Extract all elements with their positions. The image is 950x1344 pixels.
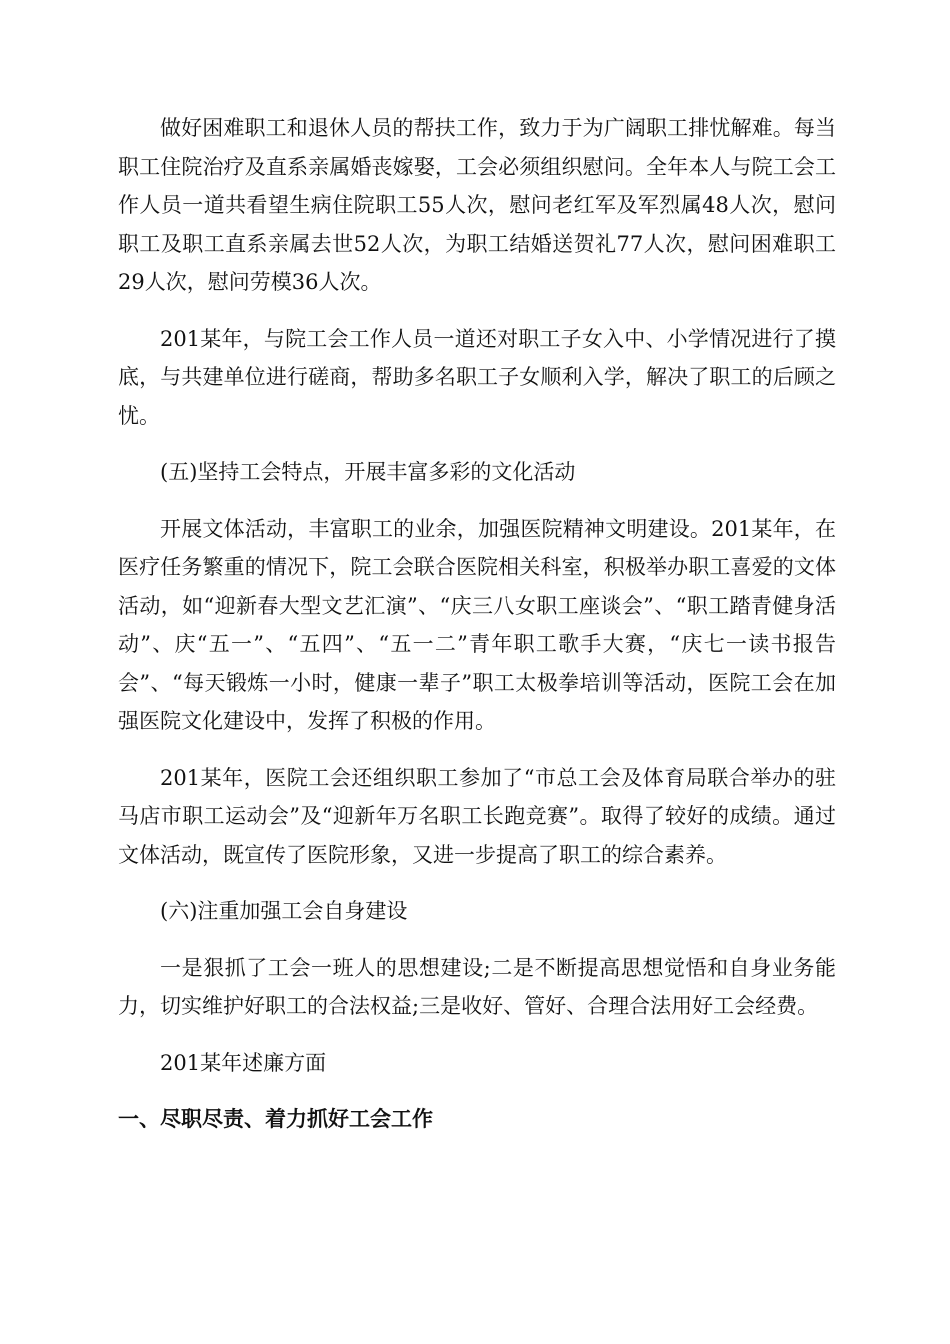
subheading-culture-activities: (五)坚持工会特点，开展丰富多彩的文化活动 [160,460,576,484]
paragraph-sports-activities: 开展文体活动，丰富职工的业余，加强医院精神文明建设。201某年，在医疗任务繁重的情况下，院工会联合医院相关科室，积极举办职工喜爱的文体活动，如“迎新春大型文艺汇演”、“庆三八女职工座谈会”、“职工踏青健身活动”、庆“五一”、“五四”、“五一二”青年职工歌手大赛，“庆七一读书报告会”、“每天锻炼一小时，健康一辈子”职工太极拳培训等活动，医院工会在加强医院文化建设中，发挥了积极的作用。 [118,516,836,733]
section-heading: 一、尽职尽责、着力抓好工会工作 [118,1107,433,1131]
paragraph-assistance: 做好困难职工和退休人员的帮扶工作，致力于为广阔职工排忧解难。每当职工住院治疗及直系亲属婚丧嫁娶，工会必须组织慰问。全年本人与院工会工作人员一道共看望生病住院职工55人次，慰问老红军及军烈属48人次，慰问职工及职工直系亲属去世52人次，为职工结婚送贺礼77人次，慰问困难职工29人次，慰问劳模36人次。 [118,116,836,294]
subheading-integrity-report: 201某年述廉方面 [160,1050,327,1075]
subheading-self-construction: (六)注重加强工会自身建设 [160,899,408,923]
paragraph-self-construction: 一是狠抓了工会一班人的思想建设;二是不断提高思想觉悟和自身业务能力，切实维护好职工的合法权益;三是收好、管好、合理合法用好工会经费。 [118,955,836,1018]
document-page [118,109,836,1139]
paragraph-sports-meet: 201某年，医院工会还组织职工参加了“市总工会及体育局联合举办的驻马店市职工运动会”及“迎新年万名职工长跑竞赛”。取得了较好的成绩。通过文体活动，既宣传了医院形象，又进一步提高了职工的综合素养。 [118,765,836,867]
paragraph-school-enrollment: 201某年，与院工会工作人员一道还对职工子女入中、小学情况进行了摸底，与共建单位进行磋商，帮助多名职工子女顺利入学，解决了职工的后顾之忧。 [118,326,836,428]
